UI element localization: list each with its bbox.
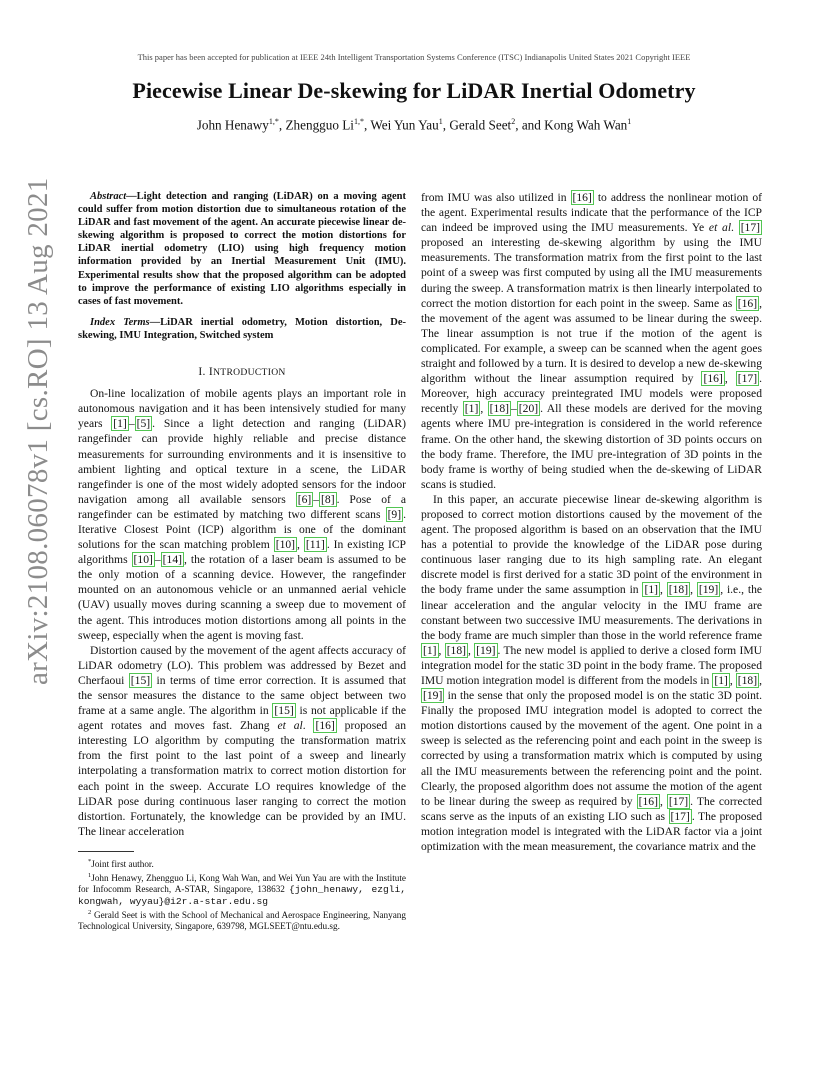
citation-link[interactable]: [11] bbox=[305, 538, 325, 552]
citation-link[interactable]: [5] bbox=[136, 417, 151, 431]
citation-link[interactable]: [16] bbox=[737, 296, 758, 310]
author-name: John Henawy bbox=[196, 117, 269, 133]
citation-link[interactable]: [20] bbox=[518, 402, 539, 416]
citation-link[interactable]: [17] bbox=[668, 794, 689, 808]
citation-link[interactable]: [16] bbox=[638, 794, 658, 808]
author-affiliation-mark: 2 bbox=[511, 117, 516, 126]
right-column bbox=[421, 190, 762, 854]
citation-link[interactable]: [8] bbox=[321, 492, 335, 506]
author-name: Wei Yun Yau bbox=[370, 117, 439, 133]
footnote-joint-author: *Joint first author. bbox=[88, 857, 154, 869]
abstract bbox=[78, 190, 406, 308]
citation-link[interactable]: [18] bbox=[737, 674, 758, 687]
index-terms-label: Index Terms bbox=[90, 316, 150, 328]
author-name: Zhengguo Li bbox=[285, 117, 354, 133]
citation-link[interactable]: [18] bbox=[668, 583, 689, 597]
body-paragraph: from IMU was also utilized in [16] to address the nonlinear motion of the agent. Experimental results indicate that the performance of the ICP can indeed be improved using the IMU measurements. Ye et al. [17] proposed an interesting de-skewing algorithm by using the IMU measurements. The transformation matrix from the first point to the last point of a sweep was first computed by using all the IMU measurements during the sweep. A transformation matrix is then linearly interpolated to correct the motion distortion for each point in the sweep. Same as [16] , the movement of the agent was assumed to be linear during the sweep. The linear assumption is not true if the motion of the agent is complicated. For example, a sweep can be scanned when the agent goes straight and followed by a turn. It is desired to develop a new de-skewing algorithm without the linear assumption required by [16] , [17] . Moreover, high accuracy preintegrated IMU models were proposed recently [1] , [18] – [20] . All these models are derived for the moving agents where IMU pre-integration is considered in the world reference frame. On the other hand, the skewing distortion of 3D points occurs on the body frame. Therefore, the IMU pre-integration of 3D points in the body frame is worthy of being studied when the de-skewing of LiDAR scans is studied. bbox=[421, 191, 763, 491]
body-paragraph: On-line localization of mobile agents plays an important role in autonomous navigation and it has been intensively studied for many years [1] – [5] . Since a light detection and ranging (LiDAR) rangefinder can provide highly reliable and precise distance measurements for surrounding environments and it is insensitive to ambient lighting and optical texture in a scene, the LiDAR rangefinder is one of the most widely adopted sensors for the indoor navigation among all available sensors [6] – [8] . Pose of a rangefinder can be estimated by matching two different scans [9] . Iterative Closest Point (ICP) algorithm is one of the dominant solutions for the scan matching problem [10] , [11] . In existing ICP algorithms [10] – [14] , the rotation of a laser beam is assumed to be the only motion of a scanning device. However, the rangefinder mounted on an autonomous vehicle or an unmanned aerial vehicle (UAV) usually moves during scanning a sweep due to movement of the agent. This introduces motion distortions among all points in the sweep, especially when the agent is moving fast. bbox=[78, 387, 407, 642]
citation-link[interactable]: [16] bbox=[703, 372, 723, 386]
citation-link[interactable]: [16] bbox=[572, 191, 592, 204]
author-emails: {john_henawy, ezgli, kongwah, wyyau}@i2r.a-star.edu.sg bbox=[78, 884, 406, 907]
citation-link[interactable]: [10] bbox=[133, 553, 153, 567]
section-number: I. bbox=[198, 365, 209, 379]
citation-link[interactable]: [17] bbox=[737, 372, 758, 386]
author-affiliation-mark: 1,* bbox=[353, 117, 364, 126]
index-terms-text: —LiDAR inertial odometry, Motion distortion, De-skewing, IMU Integration, Switched system bbox=[78, 316, 406, 341]
citation-link[interactable]: [1] bbox=[423, 643, 437, 657]
footnote-asterisk: * bbox=[88, 857, 92, 865]
citation-link[interactable]: [1] bbox=[464, 402, 479, 416]
abstract-text: —Light detection and ranging (LiDAR) on a moving agent could suffer from motion distortion due to simultaneous rotation of the LiDAR and fast movement of the agent. An accurate piecewise linear de-skewing algorithm is proposed to correct the motion distortions for LiDAR inertial odometry (LIO) using high frequency motion information provided by an Inertial Measurement Unit (IMU). Experimental results show that the proposed algorithm can be adopted to improve the performance of existing LIO algorithms especially in cases of fast movement. bbox=[78, 191, 406, 307]
citation-link[interactable]: [14] bbox=[162, 553, 182, 567]
citation-link[interactable]: [9] bbox=[387, 507, 402, 521]
citation-link[interactable]: [10] bbox=[275, 538, 296, 552]
author-list: John Henawy$^{1,*}$, Zhengguo $Li^{1,*}$, Wei Yun Yau$^1$, Gerald Seet$^2$, and Kong Wah Wan$^1$ bbox=[196, 117, 632, 133]
body-paragraph: In this paper, an accurate piecewise linear de-skewing algorithm is proposed to correct motion distortions caused by the movement of the agent. The proposed algorithm is based on an observation that the IMU has a potential to provide the knowledge of the LiDAR pose during continuous laser ranging due to its high sampling rate. An elegant discrete model is first derived for a static 3D point of the environment in the body frame under the same assumption in [1] , [18] , [19] , i.e., the linear acceleration and the angular velocity in the IMU frame are constant between two successive IMU measurements. The derivations in the body frame are much simpler than those in the world reference frame [1] , [18] , [19] . The new model is applied to derive a closed form IMU integration model for the static 3D point in the body frame. The proposed IMU motion integration model is different from the models in [1] , [18] , [19] in the sense that only the proposed model is on the static 3D point. Finally the proposed IMU integration model is adopted to correct the motion distortions caused by the movement of the agent. One point in a sweep is selected as the referencing point and each point in the sweep is corrected by using a transformation matrix which is computed by using all the IMU measurements between the referencing point and the point. Clearly, the proposed algorithm does not assume the motion of the agent to be linear during the sweep as required by [16] , [17] . The corrected scans serve as the inputs of an existing LIO such as [17] . The proposed motion integration model is integrated with the LiDAR factor via a joint optimization with the mean measurement, the covariance matrix and the bbox=[421, 492, 763, 854]
citation-link[interactable]: [6] bbox=[297, 492, 312, 506]
citation-link[interactable]: [1] bbox=[714, 674, 728, 687]
author-name: Kong Wah Wan bbox=[544, 117, 628, 133]
citation-link[interactable]: [18] bbox=[446, 643, 467, 657]
section-name: NTRODUCTION bbox=[213, 367, 286, 379]
citation-link[interactable]: [19] bbox=[423, 689, 443, 703]
publication-notice: This paper has been accepted for publication at IEEE 24th Intelligent Transportation Systems Conference (ITSC) Indianapolis United States 2021 Copyright IEEE bbox=[137, 52, 691, 62]
abstract-label: Abstract bbox=[90, 191, 127, 202]
author-affiliation-mark: 1,* bbox=[268, 117, 279, 126]
footnote-rule bbox=[78, 851, 134, 852]
left-column bbox=[78, 190, 406, 932]
paper-title: Piecewise Linear De-skewing for LiDAR Inertial Odometry bbox=[132, 78, 696, 103]
author-affiliation-mark: 1 bbox=[627, 117, 632, 126]
right-body-text bbox=[421, 190, 762, 854]
arxiv-stamp: arXiv:2108.06078v1 [cs.RO] 13 Aug 2021 bbox=[22, 177, 54, 685]
citation-link[interactable]: [1] bbox=[113, 417, 127, 431]
citation-link[interactable]: [15] bbox=[130, 673, 151, 687]
citation-link[interactable]: [17] bbox=[670, 809, 690, 823]
citation-link[interactable]: [15] bbox=[274, 704, 294, 718]
citation-link[interactable]: [18] bbox=[489, 402, 509, 416]
citation-link[interactable]: [16] bbox=[315, 719, 335, 733]
body-paragraph: Distortion caused by the movement of the agent affects accuracy of LiDAR odometry (LO). This problem was addressed by Bezet and Cherfaoui [15] in terms of time error correction. It is assumed that the sensor measures the distance to the same object between two frame at a same angle. The algorithm in [15] is not applicable if the agent rotates and moves fast. Zhang et al. [16] proposed an interesting LO algorithm by computing the transformation matrix from the first point to the last point of a sweep and linearly interpolating a transformation matrix to correct motion distortion for each point in the sweep. Accurate LO requires knowledge of the LiDAR pose during continuous laser ranging to correct the motion distortion. Fortunately, the knowledge can be provided by an IMU. The linear acceleration bbox=[78, 643, 406, 838]
citation-link[interactable]: [19] bbox=[698, 583, 719, 597]
footnote-affiliation-1: $^1$John Henawy, Zhengguo Li, Kong Wah Wan, and Wei Yun Yau are with the Institute for Infocomm Research, A-STAR, Singapore, 138632 {john_henawy, ezgli, kongwah, wyyau}@i2r.a-star.edu.sg bbox=[78, 872, 406, 907]
citation-link[interactable]: [1] bbox=[644, 583, 658, 597]
citation-link[interactable]: [19] bbox=[476, 643, 496, 657]
citation-link[interactable]: [17] bbox=[740, 221, 761, 235]
index-terms bbox=[78, 316, 406, 342]
section-heading-introduction bbox=[78, 364, 406, 380]
section-initial: I bbox=[208, 365, 214, 379]
author-name: Gerald Seet bbox=[449, 117, 512, 133]
footnote-affiliation-2: $^2$ Gerald Seet is with the School of Mechanical and Aerospace Engineering, Nanyang Technological University, Singapore, 639798, MGLSEET@ntu.edu.sg. bbox=[78, 908, 406, 932]
left-body-text bbox=[78, 386, 406, 839]
author-affiliation-mark: 1 bbox=[438, 117, 443, 126]
